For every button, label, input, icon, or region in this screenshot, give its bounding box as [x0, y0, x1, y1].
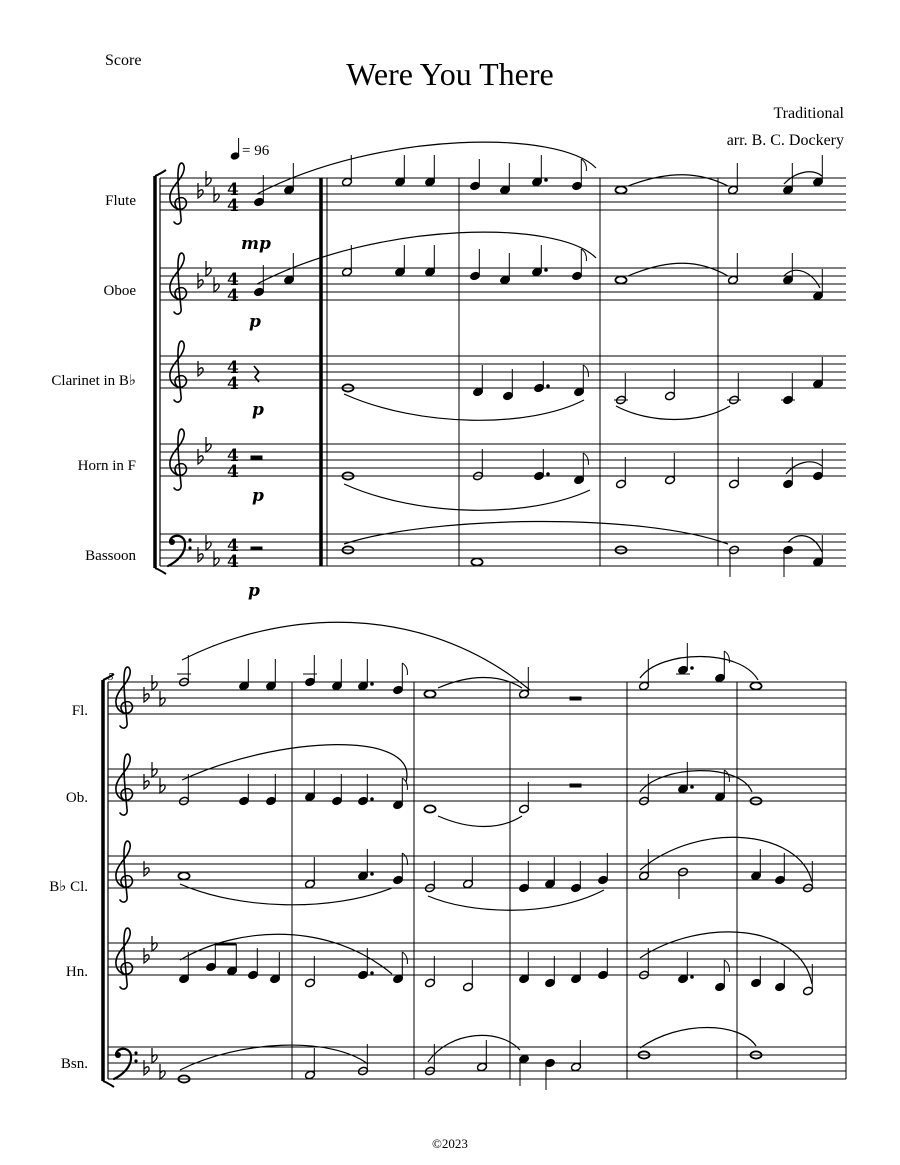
svg-text:4: 4: [227, 446, 239, 466]
svg-text:4: 4: [227, 358, 239, 378]
svg-text:4: 4: [227, 286, 239, 306]
instrument-label-cl: B♭ Cl.: [49, 879, 88, 895]
staff-lines-system2: [108, 682, 846, 1079]
svg-text:4: 4: [227, 374, 239, 394]
piece-title: Were You There: [346, 56, 554, 92]
instrument-label-clarinet: Clarinet in B♭: [51, 373, 136, 389]
dynamic-flute: mp: [241, 234, 271, 254]
svg-text:4: 4: [227, 196, 239, 216]
staff-lines-system1: [160, 178, 846, 566]
measure-number: 5: [108, 671, 114, 683]
copyright: ©2023: [432, 1136, 468, 1151]
instrument-label-ob: Ob.: [65, 790, 88, 806]
tempo-marking: = 96: [242, 143, 270, 159]
dynamic-horn: p: [252, 486, 264, 506]
instrument-label-oboe: Oboe: [103, 283, 136, 299]
svg-text:4: 4: [227, 462, 239, 482]
instrument-label-hn: Hn.: [65, 964, 88, 980]
score-label: Score: [105, 52, 142, 69]
svg-text:4: 4: [227, 270, 239, 290]
instrument-label-flute: Flute: [105, 193, 136, 209]
instrument-label-bassoon: Bassoon: [85, 548, 136, 564]
arranger-credit: arr. B. C. Dockery: [726, 132, 844, 149]
dynamic-clarinet: p: [252, 400, 264, 420]
svg-text:4: 4: [227, 552, 239, 572]
dynamic-oboe: p: [249, 312, 261, 332]
instrument-label-bsn: Bsn.: [60, 1056, 88, 1072]
instrument-label-horn: Horn in F: [77, 458, 136, 474]
svg-text:4: 4: [227, 180, 239, 200]
instrument-label-fl: Fl.: [71, 703, 88, 719]
svg-text:4: 4: [227, 536, 239, 556]
dynamic-bassoon: p: [248, 581, 260, 601]
composer-credit: Traditional: [773, 105, 844, 122]
